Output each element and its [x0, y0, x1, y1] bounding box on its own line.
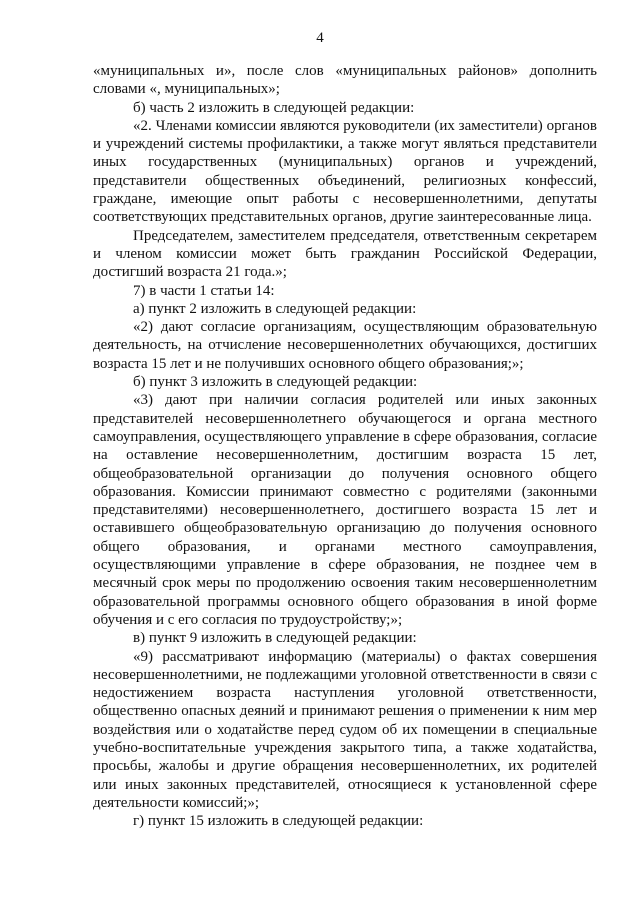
paragraph: в) пункт 9 изложить в следующей редакции:	[133, 630, 417, 647]
paragraph: «3) дают при наличии согласия родителей или иных законных представителей несовершеннолетнего обучающегося и органа местного самоуправления, осуществляющего управление в сфере образования, согласие на оставление несовершеннолетним, достигшим возраста 15 лет, общеобразовательной организации до получения основного общего образования. Комиссии принимают совместно с родителями (законными представителями) несовершеннолетнего, достигшего возраста 15 лет и оставившего общеобразовательную организацию до получения основного общего образования, и органами местного самоуправления, осуществляющими управление в сфере образования, не позднее чем в месячный срок меры по продолжению освоения таким несовершеннолетним образовательной программы основного общего образования в иной форме обучения и с его согласия по трудоустройству;»;	[93, 392, 597, 628]
paragraph: «2. Членами комиссии являются руководители (их заместители) органов и учреждений системы профилактики, а также могут являться представители иных государственных (муниципальных) органов и учреждений, представители общественных объединений, религиозных конфессий, граждане, имеющие опыт работы с несовершеннолетними, депутаты соответствующих представительных органов, другие заинтересованные лица.	[93, 117, 597, 226]
paragraph: «муниципальных и», после слов «муниципальных районов» дополнить словами «, муниципальных»;	[93, 63, 597, 98]
paragraph: Председателем, заместителем председателя, ответственным секретарем и членом комиссии может быть гражданин Российской Федерации, достигший возраста 21 года.»;	[93, 227, 597, 281]
paragraph: «9) рассматривают информацию (материалы) о фактах совершения несовершеннолетними, не подлежащими уголовной ответственности в связи с недостижением возраста наступления уголовной ответственности, общественно опасных деяний и принимают решения о применении к ним мер воздействия или о ходатайстве перед судом об их помещении в специальные учебно-воспитательные учреждения закрытого типа, а также ходатайства, просьбы, жалобы и другие обращения несовершеннолетних, их родителей или иных законных представителей, относящиеся к установленной сфере деятельности комиссий;»;	[93, 648, 597, 811]
paragraph: б) часть 2 изложить в следующей редакции:	[133, 99, 415, 116]
paragraph: 7) в части 1 статьи 14:	[133, 282, 275, 299]
page-number: 4	[316, 30, 324, 46]
paragraph: б) пункт 3 изложить в следующей редакции:	[133, 374, 418, 391]
paragraph: «2) дают согласие организациям, осуществляющим образовательную деятельность, на отчисление несовершеннолетних обучающихся, достигших возраста 15 лет и не получивших основного общего образования;»;	[93, 319, 597, 372]
paragraph: а) пункт 2 изложить в следующей редакции:	[133, 300, 417, 317]
document-body	[93, 62, 597, 830]
paragraph: г) пункт 15 изложить в следующей редакции:	[133, 813, 424, 830]
